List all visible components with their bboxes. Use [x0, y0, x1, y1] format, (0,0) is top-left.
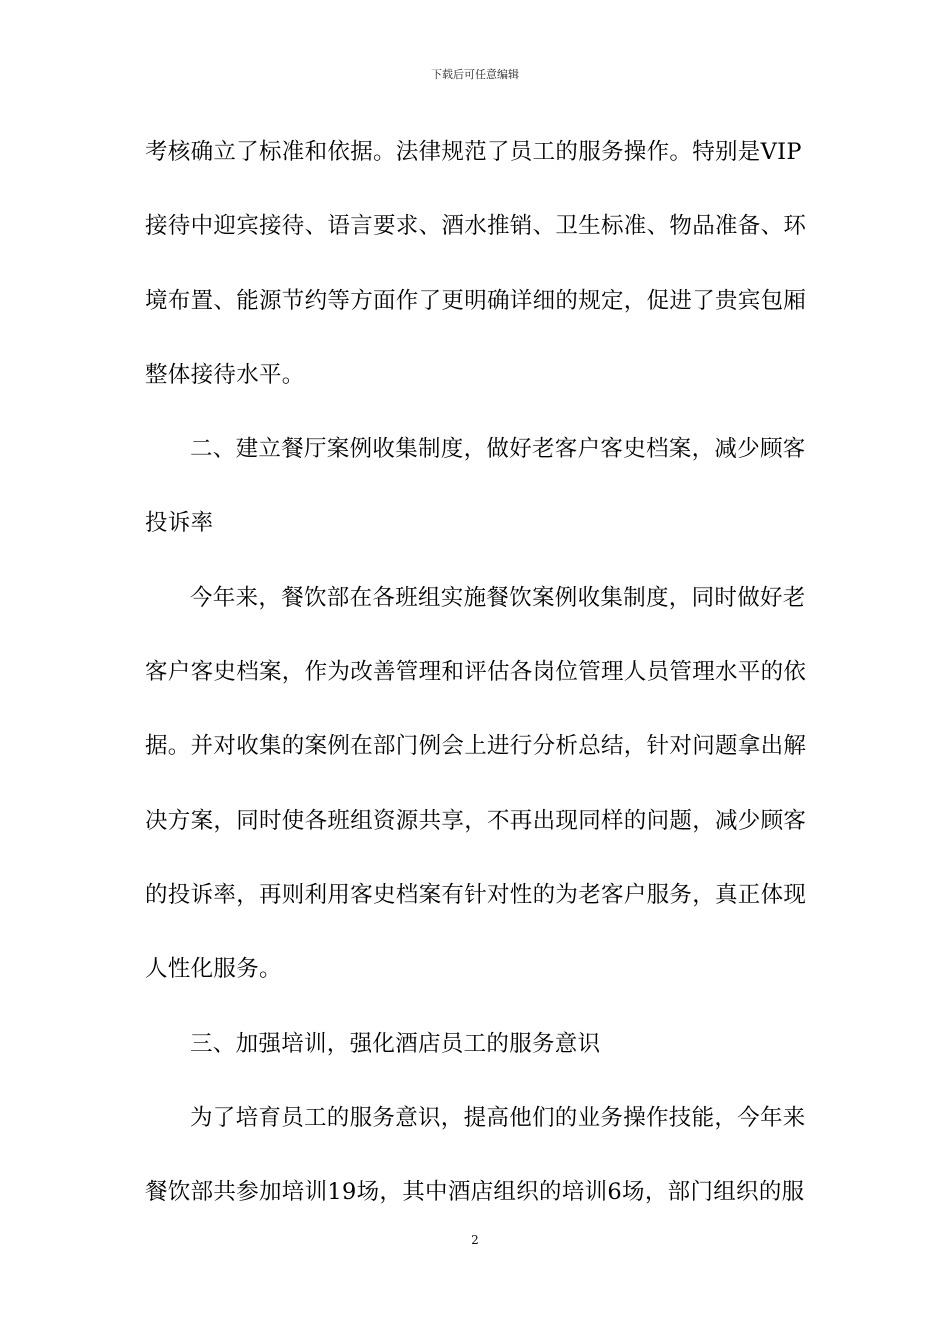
text-line: 餐饮部共参加培训19场，其中酒店组织的培训6场，部门组织的服	[145, 1179, 805, 1206]
paragraph-start: 为了培育员工的服务意识，提高他们的业务操作技能，今年来	[190, 1104, 806, 1131]
text-line: 据。并对收集的案例在部门例会上进行分析总结，针对问题拿出解	[145, 733, 807, 760]
text-line: 接待中迎宾接待、语言要求、酒水推销、卫生标准、物品准备、环	[145, 213, 807, 240]
text-line: 决方案，同时使各班组资源共享，不再出现同样的问题，减少顾客	[145, 807, 807, 834]
section-heading: 三、加强培训，强化酒店员工的服务意识	[190, 1030, 601, 1057]
text-line: 人性化服务。	[145, 956, 282, 983]
section-heading: 二、建立餐厅案例收集制度，做好老客户客史档案，减少顾客	[190, 436, 806, 463]
text-line: 客户客史档案，作为改善管理和评估各岗位管理人员管理水平的依	[145, 659, 807, 686]
document-body	[145, 132, 807, 1246]
section-heading-continuation: 投诉率	[145, 510, 214, 537]
text-line: 考核确立了标准和依据。法律规范了员工的服务操作。特别是VIP	[145, 139, 802, 165]
text-line: 的投诉率，再则利用客史档案有针对性的为老客户服务，真正体现	[145, 881, 807, 908]
text-line: 整体接待水平。	[145, 361, 305, 388]
page-number: 2	[471, 1233, 479, 1247]
paragraph-start: 今年来，餐饮部在各班组实施餐饮案例收集制度，同时做好老	[190, 584, 806, 611]
text-line: 境布置、能源节约等方面作了更明确详细的规定，促进了贵宾包厢	[145, 287, 807, 314]
page-header: 下载后可任意编辑	[431, 68, 519, 81]
